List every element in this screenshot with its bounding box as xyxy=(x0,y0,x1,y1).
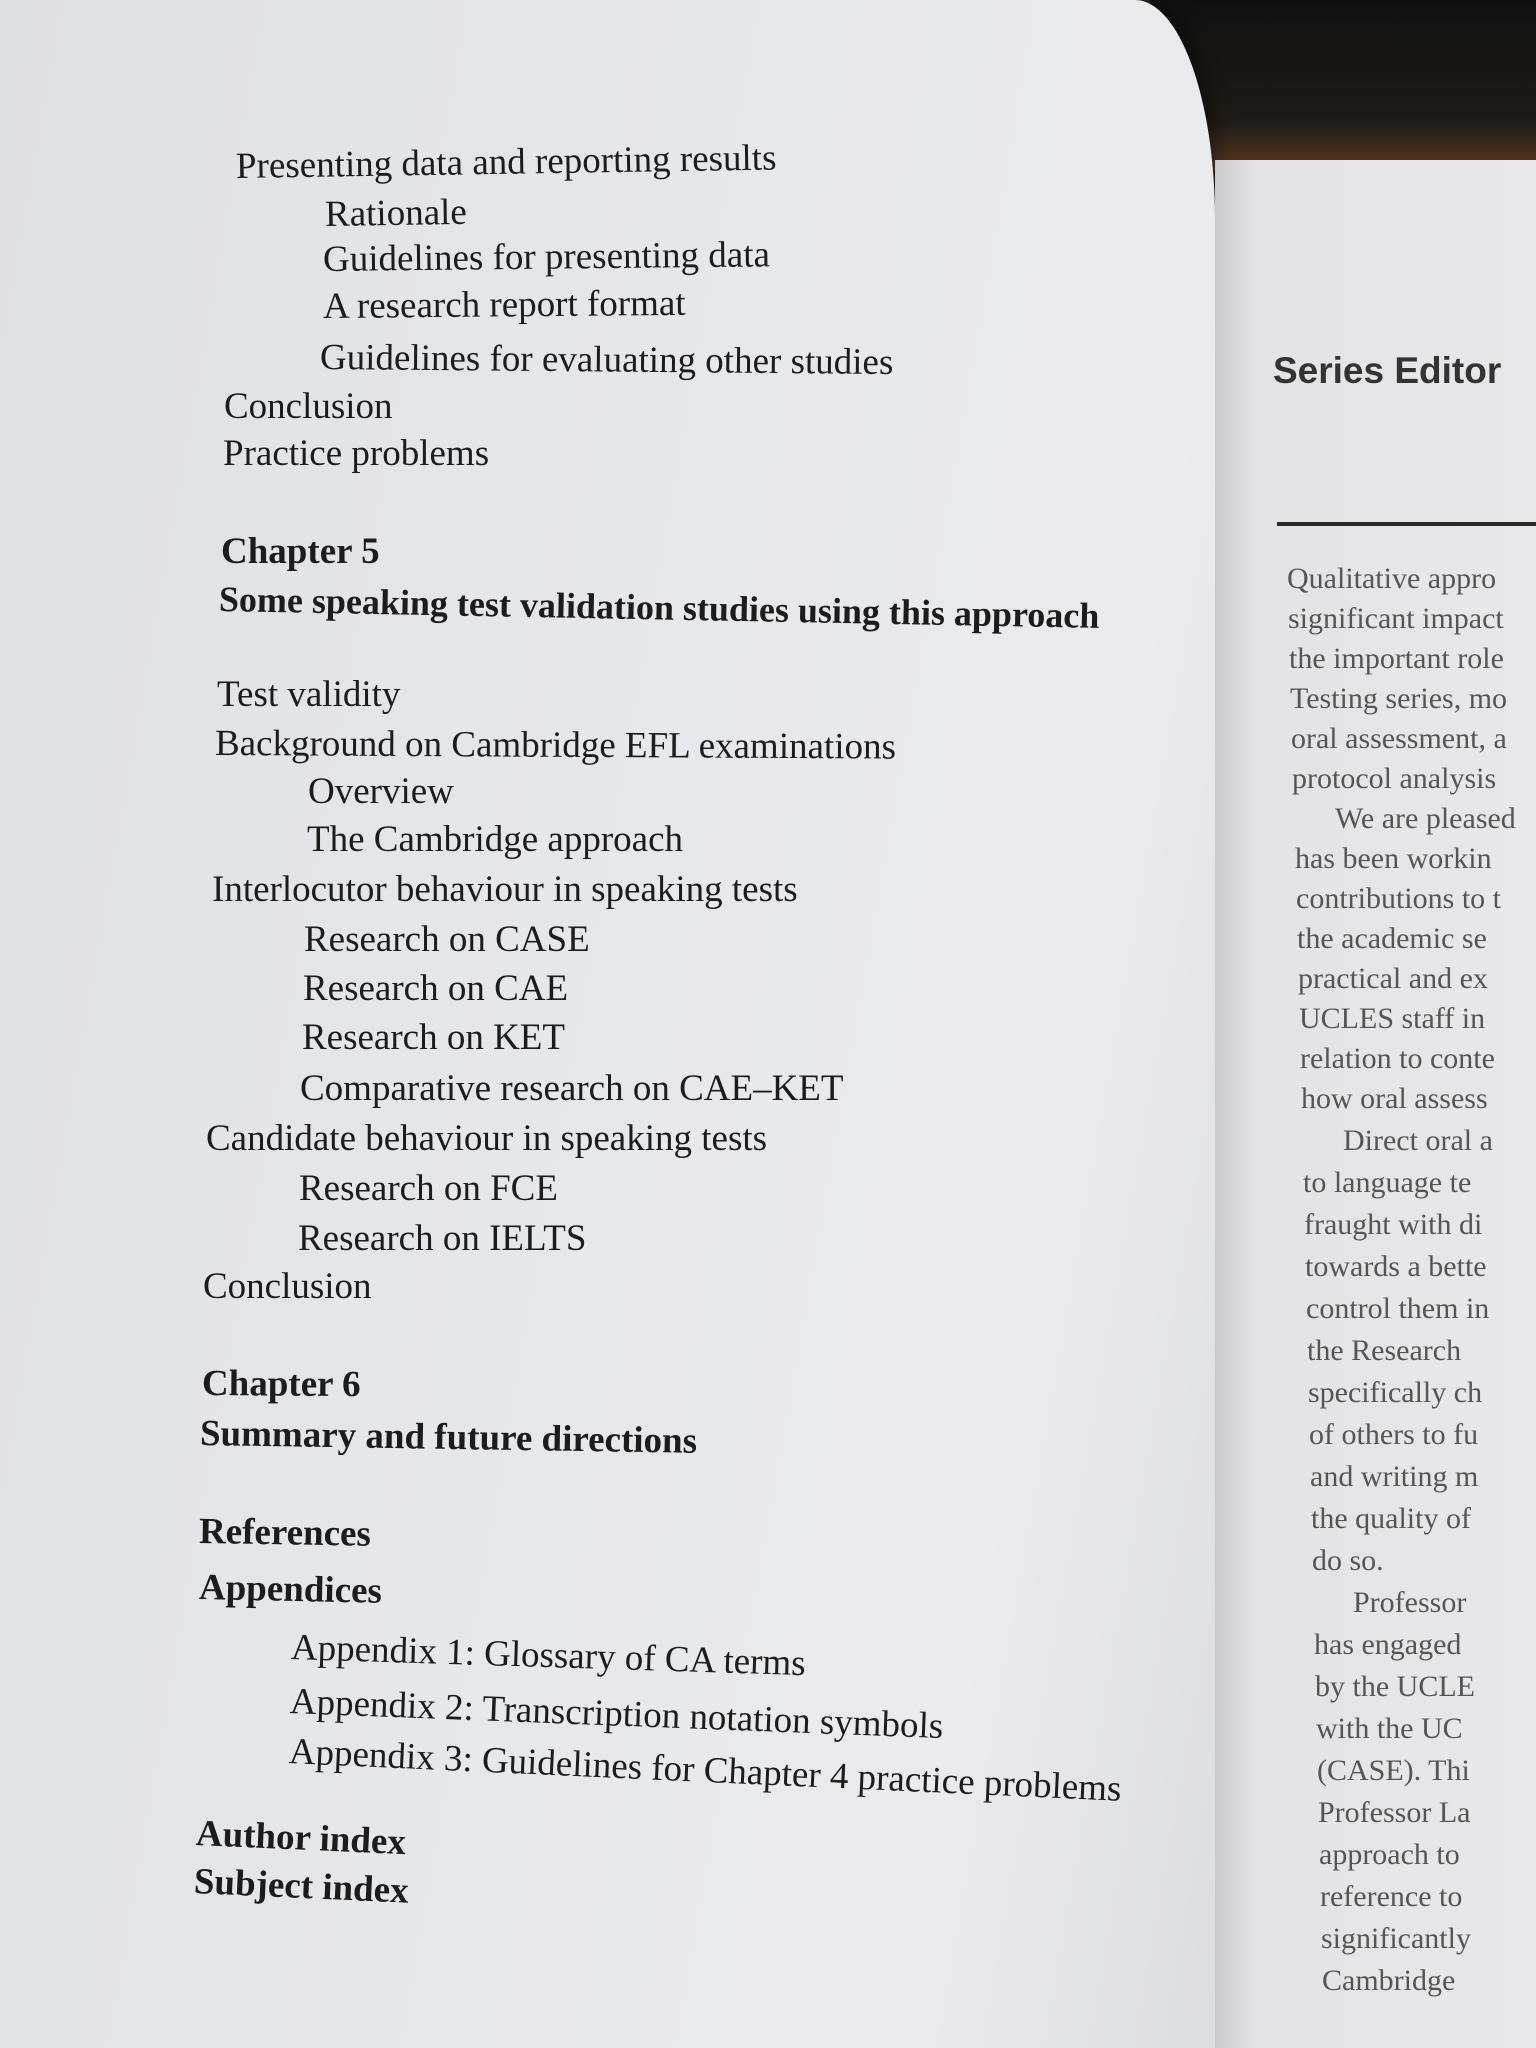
toc-subsection-rationale: Rationale xyxy=(324,191,468,235)
toc-section-background-cambridge: Background on Cambridge EFL examinations xyxy=(214,723,897,768)
body-line: the quality of xyxy=(1311,1502,1471,1535)
toc-section-candidate-behaviour: Candidate behaviour in speaking tests xyxy=(206,1118,768,1159)
body-line: UCLES staff in xyxy=(1299,1002,1486,1035)
body-line: Testing series, mo xyxy=(1290,682,1508,715)
body-line: Qualitative appro xyxy=(1287,562,1497,595)
body-line: has been workin xyxy=(1295,842,1492,875)
toc-author-index: Author index xyxy=(195,1813,407,1864)
body-line: with the UC xyxy=(1316,1712,1463,1745)
body-line: reference to xyxy=(1320,1880,1463,1913)
body-line: do so. xyxy=(1312,1544,1384,1577)
body-line: significantly xyxy=(1321,1922,1471,1955)
toc-subsection-report-format: A research report format xyxy=(322,282,686,327)
body-line: specifically ch xyxy=(1308,1376,1483,1409)
toc-subsection-cambridge-approach: The Cambridge approach xyxy=(307,819,684,860)
body-line: oral assessment, a xyxy=(1291,722,1507,755)
body-line: We are pleased xyxy=(1335,802,1516,835)
toc-appendix-1: Appendix 1: Glossary of CA terms xyxy=(290,1627,807,1685)
chapter-5-title: Some speaking test validation studies using this approach xyxy=(218,579,1100,636)
body-line: the important role xyxy=(1289,642,1504,675)
body-line: how oral assess xyxy=(1301,1082,1488,1115)
toc-subsection-research-case: Research on CASE xyxy=(304,919,590,960)
toc-subsection-guidelines-presenting: Guidelines for presenting data xyxy=(322,234,771,280)
series-editor-page xyxy=(1215,160,1536,2048)
series-editor-title: Series Editor xyxy=(1273,350,1502,391)
chapter-6-label: Chapter 6 xyxy=(201,1363,361,1406)
toc-subsection-guidelines-evaluating: Guidelines for evaluating other studies xyxy=(319,337,894,384)
toc-appendix-2: Appendix 2: Transcription notation symbols xyxy=(289,1681,944,1748)
body-line: control them in xyxy=(1306,1292,1490,1325)
toc-subsection-research-fce: Research on FCE xyxy=(299,1168,558,1209)
chapter-6-title: Summary and future directions xyxy=(199,1413,698,1462)
body-line: practical and ex xyxy=(1298,962,1488,995)
body-line: by the UCLE xyxy=(1315,1670,1475,1703)
body-line: protocol analysis xyxy=(1292,762,1497,795)
body-line: Direct oral a xyxy=(1343,1124,1493,1157)
body-line: significant impact xyxy=(1288,602,1504,635)
title-rule xyxy=(1277,522,1536,526)
toc-references: References xyxy=(198,1511,372,1555)
toc-section-conclusion-4: Conclusion xyxy=(224,386,393,427)
body-line: and writing m xyxy=(1310,1460,1479,1493)
body-line: (CASE). Thi xyxy=(1317,1754,1470,1787)
toc-subsection-research-cae: Research on CAE xyxy=(303,968,569,1009)
body-line: contributions to t xyxy=(1296,882,1501,915)
toc-subsection-overview: Overview xyxy=(308,771,454,812)
body-line: has engaged xyxy=(1314,1628,1462,1661)
body-line: towards a bette xyxy=(1305,1250,1487,1283)
toc-subject-index: Subject index xyxy=(193,1861,410,1912)
toc-section-practice-problems: Practice problems xyxy=(223,433,490,474)
chapter-5-label: Chapter 5 xyxy=(221,531,380,572)
body-line: Professor La xyxy=(1318,1796,1471,1829)
toc-appendix-3: Appendix 3: Guidelines for Chapter 4 practice problems xyxy=(288,1731,1123,1810)
body-line: of others to fu xyxy=(1309,1418,1479,1451)
toc-section-presenting-data: Presenting data and reporting results xyxy=(235,137,777,187)
body-line: relation to conte xyxy=(1300,1042,1495,1075)
toc-appendices: Appendices xyxy=(198,1567,383,1612)
body-line: fraught with di xyxy=(1304,1208,1483,1241)
toc-subsection-research-ket: Research on KET xyxy=(302,1017,566,1058)
toc-section-test-validity: Test validity xyxy=(217,674,401,715)
body-line: Cambridge xyxy=(1322,1964,1456,1997)
toc-subsection-research-ielts: Research on IELTS xyxy=(298,1218,587,1259)
body-line: the Research xyxy=(1307,1334,1462,1367)
toc-section-conclusion-5: Conclusion xyxy=(203,1266,372,1307)
toc-section-interlocutor-behaviour: Interlocutor behaviour in speaking tests xyxy=(212,869,798,910)
body-line: the academic se xyxy=(1297,922,1487,955)
body-line: Professor xyxy=(1353,1586,1467,1619)
body-line: to language te xyxy=(1303,1166,1472,1199)
body-line: approach to xyxy=(1319,1838,1460,1871)
toc-subsection-comparative-research: Comparative research on CAE–KET xyxy=(300,1068,844,1109)
